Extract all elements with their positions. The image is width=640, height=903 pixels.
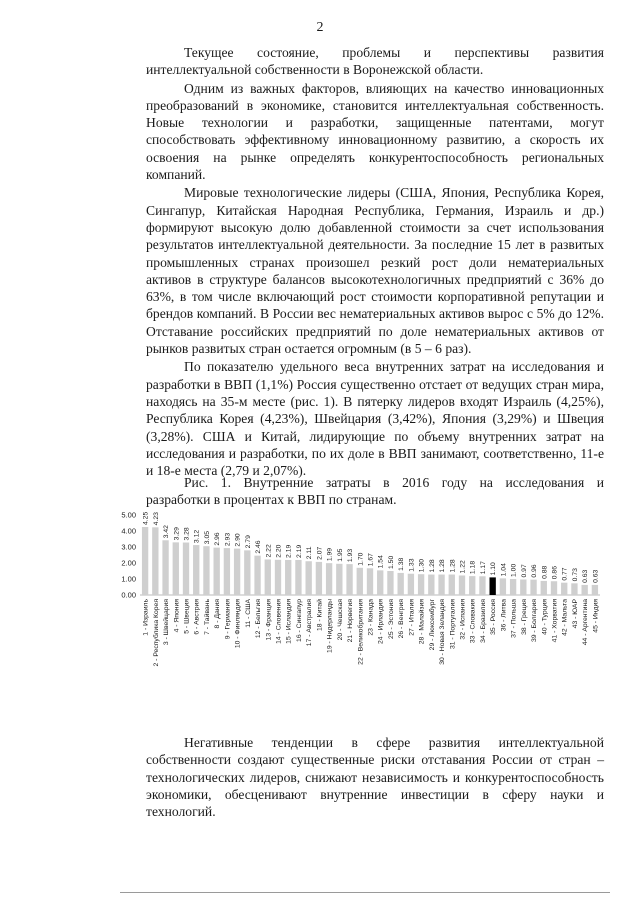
page-number: 2 bbox=[316, 20, 324, 35]
figure-caption bbox=[146, 474, 604, 509]
chart-bar bbox=[193, 545, 199, 595]
chart-bar bbox=[387, 571, 393, 595]
category-label: 44 - Аргентина bbox=[582, 599, 590, 646]
category-label: 38 - Греция bbox=[520, 599, 528, 635]
category-label: 41 - Хорватия bbox=[551, 599, 559, 643]
bar-value-label: 3.42 bbox=[163, 525, 171, 539]
bar-value-label: 1.28 bbox=[439, 559, 447, 573]
bar-value-label: 1.95 bbox=[336, 548, 344, 562]
chart-bar bbox=[592, 585, 598, 595]
category-label: 37 - Польша bbox=[510, 599, 518, 638]
caption-line-2: разработки в процентах к ВВП по странам. bbox=[146, 492, 397, 508]
category-label: 15 - Исландия bbox=[285, 599, 293, 644]
chart-bar bbox=[336, 564, 342, 595]
bar-value-label: 0.63 bbox=[582, 569, 590, 583]
category-label: 24 - Ирландия bbox=[377, 599, 385, 644]
category-label: 18 - Китай bbox=[316, 599, 324, 631]
rnd-bar-chart bbox=[108, 506, 608, 718]
bar-value-label: 0.96 bbox=[531, 564, 539, 578]
bar-value-label: 2.07 bbox=[316, 546, 324, 560]
y-tick-label: 0.00 bbox=[121, 590, 136, 600]
category-label: 32 - Испания bbox=[459, 599, 467, 640]
chart-bar bbox=[224, 548, 230, 595]
bar-value-label: 2.19 bbox=[295, 544, 303, 558]
chart-bar bbox=[254, 556, 260, 595]
category-label: 34 - Бразилия bbox=[479, 599, 487, 643]
category-label: 19 - Нидерланды bbox=[326, 599, 334, 653]
category-label: 43 - ЮАР bbox=[571, 599, 579, 629]
category-label: 12 - Бельгия bbox=[255, 599, 263, 639]
y-tick-label: 3.00 bbox=[121, 542, 136, 552]
category-label: 39 - Болгария bbox=[531, 599, 539, 643]
bar-value-label: 2.11 bbox=[306, 546, 314, 560]
category-label: 13 - Франция bbox=[265, 599, 273, 641]
paragraph-rnd-share: По показателю удельного веса внутренних затрат на исследования и разработки в ВВП (1,1%) Россия существенно отстает от ведущих стран мира, находясь на 35-м месте (рис. 1). В пятерку лидеров входят Израиль (4,25%), Республика Корея (4,23%), Швейцария (3,42%), Япония (3,29%) и Швеция (3,28%). США и Китай, лидирующие по объему внутренних затрат на исследования и разработки, по их доле в ВВП занимают, соответственно, 11-е и 18-е места (2,79 и 2,07%). bbox=[146, 359, 604, 479]
bar-value-label: 3.29 bbox=[173, 527, 181, 541]
chart-bar bbox=[152, 527, 158, 595]
chart-bar bbox=[234, 549, 240, 595]
chart-bar bbox=[203, 546, 209, 595]
category-label: 42 - Мальта bbox=[561, 599, 569, 636]
chart-bar bbox=[377, 570, 383, 595]
bar-value-label: 2.90 bbox=[234, 533, 242, 547]
chart-bar bbox=[449, 575, 455, 595]
category-label: 30 - Новая Зеландия bbox=[439, 599, 447, 665]
intro-text bbox=[146, 44, 604, 479]
paragraph-tech-leaders: Мировые технологические лидеры (США, Япония, Республика Корея, Сингапур, Китайская Народная Республика, Германия, Израиль и др.) формируют высокую долю добавленной стоимости за счет использования результатов интеллектуальной деятельности. За последние 15 лет в развитых промышленных странах произошел резкий рост доли нематериальных активов в структуре балансов высокотехнологичных предприятий с 36% до 63%, в том числе включающий рост стоимости корпоративной репутации и брендов компаний. В России вес нематериальных активов вырос с 5% до 12%. Отставание российских предприятий по доле нематериальных активов от рынков развитых стран остается огромным (в 5 – 6 раз). bbox=[146, 185, 604, 357]
bar-value-label: 0.97 bbox=[520, 564, 528, 578]
chart-bar bbox=[561, 583, 567, 595]
chart-bar bbox=[418, 574, 424, 595]
category-label: 27 - Италия bbox=[408, 599, 416, 636]
chart-bar bbox=[285, 560, 291, 595]
chart-bar bbox=[367, 568, 373, 595]
chart-bar bbox=[346, 564, 352, 595]
bar-value-label: 1.38 bbox=[398, 557, 406, 571]
bar-value-label: 1.28 bbox=[428, 559, 436, 573]
chart-bar bbox=[581, 585, 587, 595]
bar-value-label: 0.77 bbox=[561, 567, 569, 581]
y-tick-label: 5.00 bbox=[121, 510, 136, 520]
chart-bar bbox=[316, 562, 322, 595]
bar-value-label: 2.93 bbox=[224, 532, 232, 547]
bar-value-label: 4.23 bbox=[152, 512, 160, 526]
chart-bar bbox=[408, 574, 414, 595]
category-label: 28 - Малайзия bbox=[418, 599, 426, 645]
chart-bar bbox=[530, 580, 536, 595]
chart-bar bbox=[541, 581, 547, 595]
y-tick-label: 4.00 bbox=[121, 526, 136, 536]
chart-bar bbox=[571, 583, 577, 595]
bar-value-label: 1.33 bbox=[408, 558, 416, 572]
chart-bar bbox=[142, 527, 148, 595]
category-label: 35 - Россия bbox=[490, 599, 498, 635]
category-label: 3 - Швейцария bbox=[163, 599, 171, 646]
footer-rule bbox=[120, 892, 610, 893]
category-label: 14 - Словения bbox=[275, 599, 283, 644]
category-label: 29 - Люксембург bbox=[428, 599, 436, 651]
chart-bar bbox=[275, 560, 281, 595]
caption-line-1: Рис. 1. Внутренние затраты в 2016 году на исследования и bbox=[184, 475, 604, 490]
category-label: 26 - Венгрия bbox=[398, 599, 406, 639]
chart-bar bbox=[438, 575, 444, 595]
bar-value-label: 3.12 bbox=[193, 529, 201, 544]
category-label: 25 - Эстония bbox=[387, 599, 395, 639]
category-label: 16 - Сингапур bbox=[295, 599, 303, 642]
bar-value-label: 1.30 bbox=[418, 558, 426, 573]
bar-value-label: 0.73 bbox=[571, 568, 579, 582]
category-label: 9 - Германия bbox=[224, 599, 232, 640]
bar-value-label: 3.28 bbox=[183, 527, 191, 541]
category-label: 20 - Чешская bbox=[336, 599, 344, 641]
category-label: 11 - США bbox=[244, 599, 252, 628]
bar-value-label: 1.04 bbox=[500, 563, 508, 577]
bar-value-label: 3.05 bbox=[203, 530, 211, 545]
chart-bar bbox=[510, 579, 516, 595]
category-label: 45 - Индия bbox=[592, 599, 600, 633]
category-label: 2 - Республика Корея bbox=[152, 599, 160, 667]
chart-bar bbox=[479, 576, 485, 595]
category-label: 5 - Швеция bbox=[183, 599, 191, 634]
chart-bar bbox=[173, 542, 179, 595]
paragraph-negative-trends: Негативные тенденции в сфере развития интеллектуальной собственности создают существенные риски отставания России от стран – технологических лидеров, снижают независимость и конкурентоспособность экономики, обесценивают внутренние инвестиции в сферу науки и технологий. bbox=[146, 735, 604, 820]
chart-bar bbox=[428, 575, 434, 595]
bar-value-label: 1.67 bbox=[367, 553, 375, 567]
conclusion-text bbox=[146, 734, 604, 820]
chart-bar bbox=[265, 559, 271, 595]
chart-bar bbox=[183, 543, 189, 595]
chart-bar bbox=[551, 581, 557, 595]
category-label: 6 - Австрия bbox=[193, 599, 201, 635]
bar-value-label: 1.17 bbox=[479, 561, 487, 575]
chart-bar bbox=[500, 578, 506, 595]
bar-value-label: 1.22 bbox=[459, 560, 467, 574]
bar-value-label: 0.86 bbox=[551, 566, 559, 580]
bar-value-label: 1.18 bbox=[469, 560, 477, 575]
category-label: 22 - Великобритания bbox=[357, 599, 365, 665]
category-label: 21 - Норвегия bbox=[347, 599, 355, 643]
bar-value-label: 1.10 bbox=[490, 562, 498, 576]
chart-bar bbox=[162, 540, 168, 595]
category-label: 23 - Канада bbox=[367, 599, 375, 636]
bar-value-label: 2.20 bbox=[275, 544, 283, 558]
chart-bar bbox=[469, 576, 475, 595]
y-tick-label: 1.00 bbox=[121, 574, 136, 584]
bar-value-label: 1.54 bbox=[377, 555, 385, 569]
category-label: 40 - Турция bbox=[541, 599, 549, 635]
paragraph-title: Текущее состояние, проблемы и перспективы развития интеллектуальной собственности в Воронежской области. bbox=[146, 45, 604, 78]
category-label: 33 - Словакия bbox=[469, 599, 477, 644]
chart-bar bbox=[459, 575, 465, 595]
bar-value-label: 0.88 bbox=[541, 565, 549, 579]
chart-bar bbox=[244, 550, 250, 595]
category-label: 7 - Тайвань bbox=[203, 599, 211, 635]
chart-bar bbox=[397, 573, 403, 595]
category-label: 10 - Финляндия bbox=[234, 599, 242, 649]
bar-value-label: 1.28 bbox=[449, 559, 457, 573]
category-label: 8 - Дания bbox=[214, 599, 222, 629]
chart-bar bbox=[489, 577, 495, 595]
bar-value-label: 1.99 bbox=[326, 547, 334, 562]
bar-value-label: 1.93 bbox=[347, 548, 355, 563]
bar-value-label: 2.19 bbox=[285, 544, 293, 558]
bar-value-label: 1.70 bbox=[357, 552, 365, 566]
bar-value-label: 2.79 bbox=[244, 535, 252, 549]
chart-bar bbox=[520, 579, 526, 595]
bar-value-label: 4.25 bbox=[142, 511, 150, 525]
bar-value-label: 0.63 bbox=[592, 569, 600, 583]
category-label: 31 - Португалия bbox=[449, 599, 457, 650]
bar-value-label: 1.50 bbox=[387, 555, 395, 569]
category-label: 17 - Австралия bbox=[306, 599, 314, 647]
paragraph-ip-factor: Одним из важных факторов, влияющих на качество инновационных преобразований в экономике, становится интеллектуальная собственность. Новые технологии и разработки, защищенные патентами, могут способствовать эффективному инновационному развитию, а скорость их освоения на рынке определять конкурентоспособность региональных компаний. bbox=[146, 80, 604, 183]
chart-bar bbox=[213, 548, 219, 595]
category-label: 4 - Япония bbox=[173, 599, 181, 633]
y-tick-label: 2.00 bbox=[121, 558, 136, 568]
chart-bar bbox=[357, 568, 363, 595]
bar-value-label: 2.46 bbox=[255, 540, 263, 554]
bar-value-label: 2.22 bbox=[265, 544, 273, 558]
bar-value-label: 2.96 bbox=[214, 532, 222, 546]
chart-bar bbox=[305, 561, 311, 595]
category-label: 36 - Литва bbox=[500, 599, 508, 632]
chart-bar bbox=[326, 563, 332, 595]
chart-bar bbox=[295, 560, 301, 595]
bar-value-label: 1.00 bbox=[510, 563, 518, 577]
category-label: 1 - Израиль bbox=[142, 599, 150, 636]
